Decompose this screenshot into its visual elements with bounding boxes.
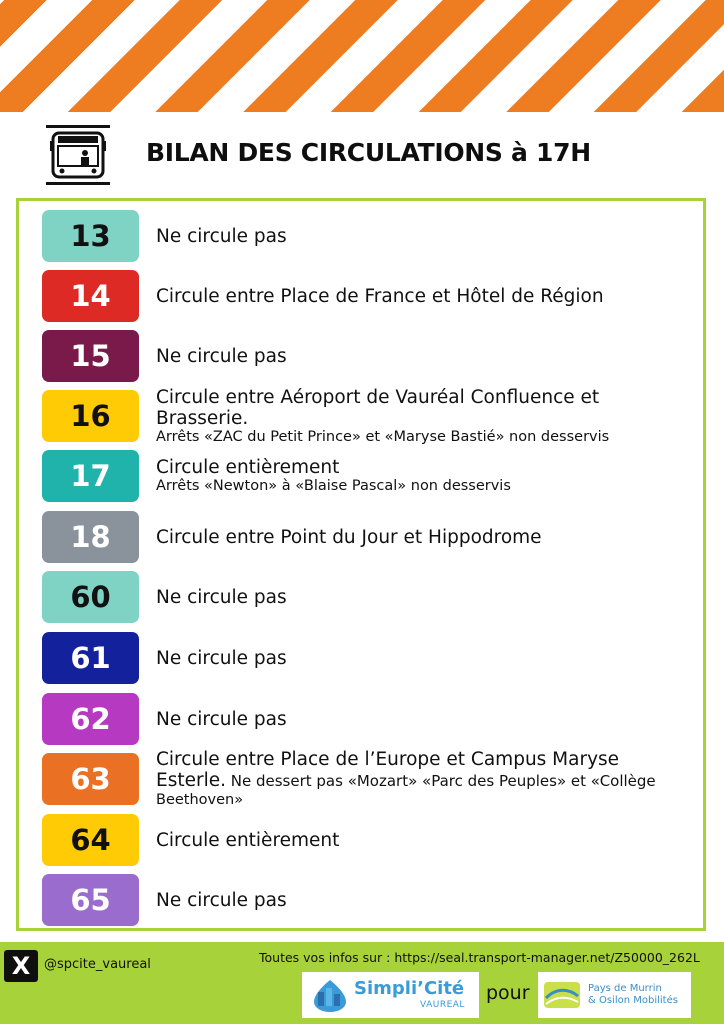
line-status [156,749,696,808]
pays-murrin-name [588,983,678,1007]
line-status-main: Circule entièrement [156,457,340,478]
line-number-badge: 63 [42,753,139,805]
line-number-badge: 61 [42,632,139,684]
line-status-main: Ne circule pas [156,708,287,730]
line-status-note: Arrêts «ZAC du Petit Prince» et «Maryse Bastié» non desservis [156,428,610,445]
line-number-badge: 65 [42,874,139,926]
pour-label: pour [486,982,530,1004]
line-status [156,693,696,745]
header [0,118,724,192]
line-number-badge: 62 [42,693,139,745]
line-status-main: Circule entre Point du Jour et Hippodrome [156,526,542,548]
footer [0,942,724,1024]
line-number-badge: 18 [42,511,139,563]
line-status-main: Circule entre Aéroport de Vauréal Confluence et [156,386,600,408]
line-status-main: Ne circule pas [156,345,287,367]
page-title: BILAN DES CIRCULATIONS à 17H [146,138,591,167]
line-status [156,330,696,382]
line-status-main-cont [156,408,696,429]
line-number-badge: 60 [42,571,139,623]
social-handle[interactable]: @spcite_vaureal [44,957,151,972]
line-number-badge: 16 [42,390,139,442]
pays-murrin-line1: Pays de Murrin [588,983,662,994]
line-status-main: Circule entre Place de France et Hôtel de Région [156,285,604,307]
line-status-main: Ne circule pas [156,889,287,911]
pays-murrin-line2: & Osilon Mobilités [588,995,678,1006]
lines-panel [16,198,706,931]
line-status [156,210,696,262]
line-number-badge: 13 [42,210,139,262]
simplicite-name: Simpli’Cité [354,978,465,999]
line-status-main: Circule entièrement [156,829,340,851]
line-status-main: Ne circule pas [156,225,287,247]
line-status-main-cont [156,770,696,792]
line-status [156,874,696,926]
line-status-main: Circule entre Place de l’Europe et Campus Maryse [156,749,620,770]
line-status-main: Ne circule pas [156,586,287,608]
line-status-note: Beethoven» [156,792,244,808]
line-status [156,511,696,563]
line-status [156,450,696,502]
simplicite-mark-icon [310,978,350,1012]
line-status [156,632,696,684]
line-status-inline-note: Ne dessert pas «Mozart» «Parc des Peuples» et «Collège [225,772,656,790]
pays-murrin-mark-icon [542,978,582,1012]
line-number-badge: 64 [42,814,139,866]
line-status [156,386,696,445]
line-number-badge: 17 [42,450,139,502]
line-status-main-cont-text: Brasserie. [156,407,249,429]
line-status-note: Arrêts «Newton» à «Blaise Pascal» non desservis [156,478,511,494]
line-status-main: Ne circule pas [156,647,287,669]
bus-icon [44,123,112,187]
simplicite-sub: VAUREAL [420,1000,465,1010]
line-status [156,814,696,866]
x-icon[interactable]: X [4,950,38,982]
line-status [156,270,696,322]
info-link[interactable]: Toutes vos infos sur : https://seal.transport-manager.net/Z50000_262L [259,950,700,965]
decorative-stripes [0,0,724,112]
line-status [156,571,696,623]
simplicite-logo [302,972,479,1018]
pays-murrin-logo [538,972,691,1018]
line-number-badge: 14 [42,270,139,322]
line-number-badge: 15 [42,330,139,382]
line-status-main-cont-text: Esterle. [156,770,226,791]
